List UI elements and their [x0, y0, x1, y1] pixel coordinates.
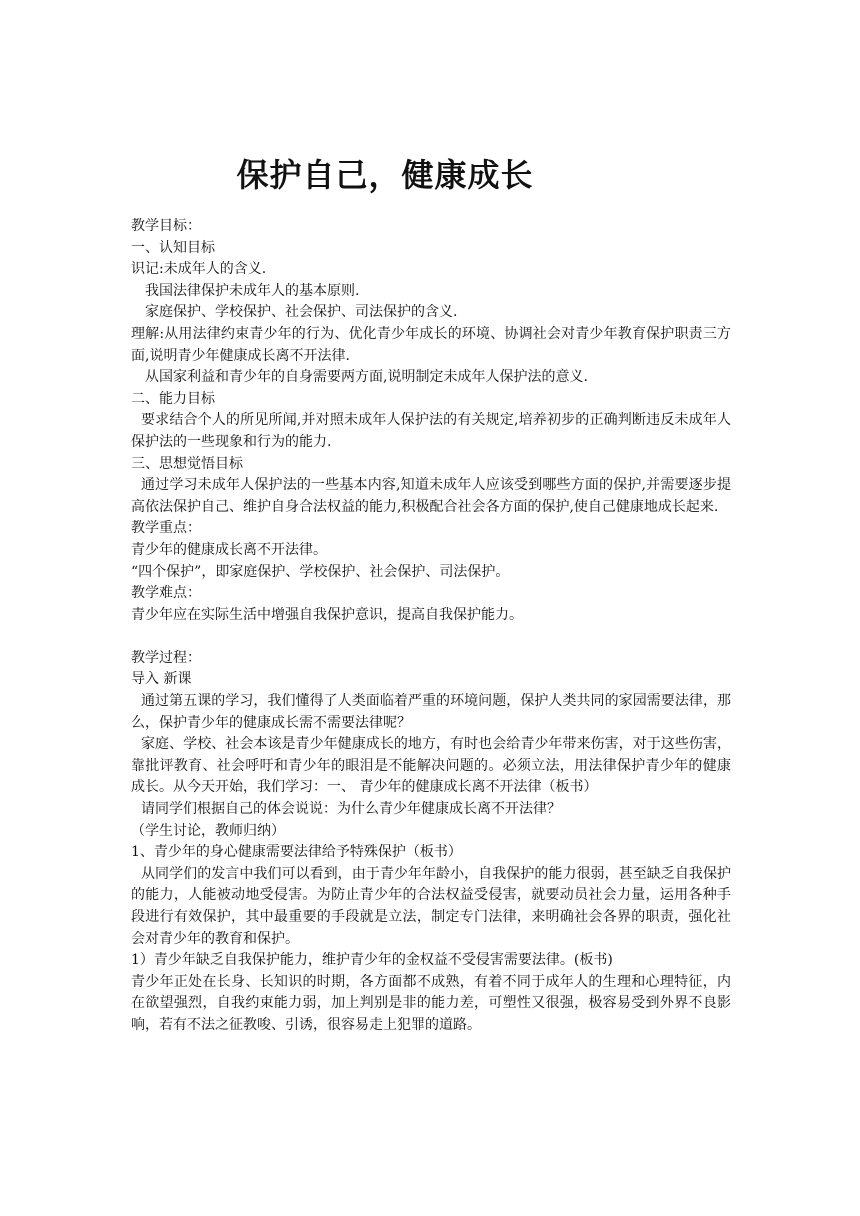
- paragraph: 青少年应在实际生活中增强自我保护意识，提高自我保护能力。: [131, 606, 523, 623]
- paragraph: 从国家利益和青少年的自身需要两方面,说明制定未成年人保护法的意义.: [145, 369, 588, 386]
- blank-line: [131, 626, 731, 648]
- paragraph: 一、认知目标: [131, 239, 215, 256]
- paragraph: 通过学习未成年人保护法的一些基本内容,知道未成年人应该受到哪些方面的保护,并需要逐步提高依法保护自己、维护自身合法权益的能力,积极配合社会各方面的保护,使自己健康地成长起来.: [131, 477, 731, 515]
- paragraph: 二、能力目标: [131, 390, 215, 407]
- paragraph: 要求结合个人的所见所闻,并对照未成年人保护法的有关规定,培养初步的正确判断违反未成年人保护法的一些现象和行为的能力.: [131, 412, 731, 450]
- paragraph: （学生讨论，教师归纳）: [131, 822, 285, 839]
- paragraph: 导入 新课: [131, 671, 192, 688]
- paragraph: 教学过程：: [131, 649, 201, 666]
- paragraph: 我国法律保护未成年人的基本原则.: [145, 282, 360, 299]
- paragraph: 从同学们的发言中我们可以看到，由于青少年年龄小，自我保护的能力很弱，甚至缺乏自我保护的能力，人能被动地受侵害。为防止青少年的合法权益受侵害，就要动员社会力量，运用各种手段进行有效保护，其中最重要的手段就是立法，制定专门法律，来明确社会各界的职责，强化社会对青少年的教育和保护。: [131, 865, 731, 947]
- paragraph: 识记:未成年人的含义.: [131, 261, 267, 278]
- paragraph: 1）青少年缺乏自我保护能力，维护青少年的金权益不受侵害需要法律。(板书): [131, 952, 613, 969]
- document-body: [131, 216, 731, 1037]
- paragraph: 家庭、学校、社会本该是青少年健康成长的地方，有时也会给青少年带来伤害，对于这些伤害，靠批评教育、社会呼吁和青少年的眼泪是不能解决问题的。必须立法，用法律保护青少年的健康成长。从今天开始，我们学习：一、 青少年的健康成长离不开法律（板书）: [131, 736, 731, 796]
- paragraph: 青少年的健康成长离不开法律。: [131, 541, 327, 558]
- paragraph: 家庭保护、学校保护、社会保护、司法保护的含义.: [145, 304, 458, 321]
- paragraph: 青少年正处在长身、长知识的时期，各方面都不成熟，有着不同于成年人的生理和心理特征，内在欲望强烈，自我约束能力弱，加上判别是非的能力差，可塑性又很强，极容易受到外界不良影响，若有不法之征教唆、引诱，很容易走上犯罪的道路。: [131, 973, 731, 1033]
- paragraph: 教学重点：: [131, 520, 201, 537]
- paragraph: 教学难点：: [131, 585, 201, 602]
- paragraph: 教学目标：: [131, 218, 201, 234]
- paragraph: “四个保护”，即家庭保护、学校保护、社会保护、司法保护。: [131, 563, 510, 580]
- document-title: 保护自己，健康成长: [236, 156, 534, 194]
- paragraph: 三、思想觉悟目标: [131, 455, 243, 472]
- paragraph: 通过第五课的学习，我们懂得了人类面临着严重的环境问题，保护人类共同的家园需要法律，那么，保护青少年的健康成长需不需要法律呢？: [131, 693, 731, 731]
- paragraph: 1、青少年的身心健康需要法律给予特殊保护（板书）: [131, 844, 462, 861]
- paragraph: 请同学们根据自己的体会说说：为什么青少年健康成长离不开法律？: [141, 801, 561, 818]
- paragraph: 理解:从用法律约束青少年的行为、优化青少年成长的环境、协调社会对青少年教育保护职责三方面,说明青少年健康成长离不开法律.: [131, 325, 731, 364]
